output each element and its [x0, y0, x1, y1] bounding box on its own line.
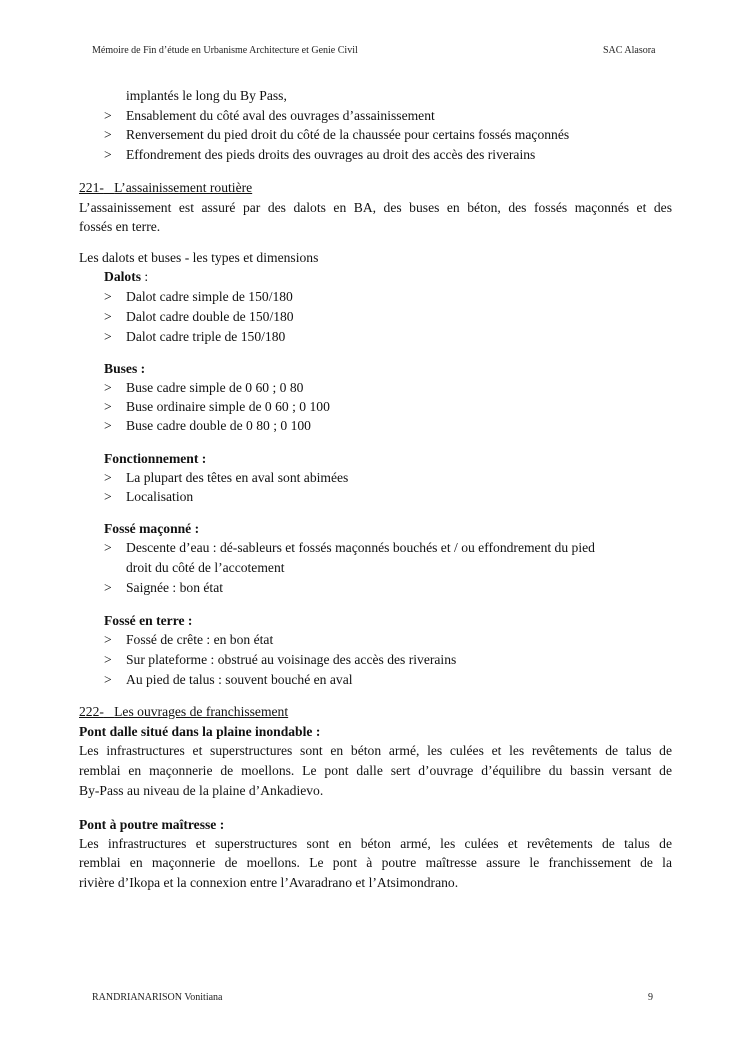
- dalots-colon: :: [141, 269, 149, 284]
- bullet-marker: >: [104, 632, 112, 647]
- paragraph-line: L’assainissement est assuré par des dalots en BA, des buses en béton, des fossés maçonnés et des: [79, 200, 672, 215]
- bullet-marker: >: [104, 418, 112, 433]
- bullet-marker: >: [104, 309, 112, 324]
- list-item: Descente d’eau : dé-sableurs et fossés maçonnés bouchés et / ou effondrement du pied: [126, 540, 595, 555]
- list-item: Saignée : bon état: [126, 580, 224, 595]
- section-number: 222-: [79, 704, 104, 719]
- section-222-heading: [79, 703, 288, 721]
- list-item: Ensablement du côté aval des ouvrages d’assainissement: [126, 108, 435, 123]
- paragraph-line: Les infrastructures et superstructures sont en béton armé, les culées et les revêtements de talus de: [79, 743, 672, 758]
- paragraph-line: remblai en maçonnerie de moellons. Le pont à poutre maîtresse assure le franchissement de la: [79, 855, 672, 870]
- list-item: Au pied de talus : souvent bouché en aval: [126, 672, 353, 687]
- list-item: La plupart des têtes en aval sont abimées: [126, 470, 349, 485]
- pont-dalle-heading: Pont dalle situé dans la plaine inondable :: [79, 724, 321, 739]
- section-number: 221-: [79, 180, 104, 195]
- bullet-marker: >: [104, 540, 112, 555]
- list-item: Localisation: [126, 489, 194, 504]
- bullet-marker: >: [104, 489, 112, 504]
- bullet-marker: >: [104, 399, 112, 414]
- types-title: Les dalots et buses - les types et dimensions: [79, 250, 319, 265]
- dalots-title: Dalots: [104, 269, 142, 284]
- bullet-marker: >: [104, 127, 112, 142]
- fosse-maconne-heading: Fossé maçonné :: [104, 521, 200, 536]
- section-title: Les ouvrages de franchissement: [114, 704, 289, 719]
- header-title: Mémoire de Fin d’étude en Urbanisme Architecture et Genie Civil: [92, 45, 358, 56]
- bullet-marker: >: [104, 108, 112, 123]
- paragraph-line: By-Pass au niveau de la plaine d’Ankadievo.: [79, 783, 324, 798]
- list-item: Dalot cadre simple de 150/180: [126, 289, 293, 304]
- list-item: Buse cadre simple de 0 60 ; 0 80: [126, 380, 304, 395]
- dalots-heading: [104, 268, 148, 286]
- pont-poutre-heading: Pont à poutre maîtresse :: [79, 817, 225, 832]
- list-item: Sur plateforme : obstrué au voisinage des accès des riverains: [126, 652, 457, 667]
- list-item-continuation: droit du côté de l’accotement: [126, 560, 285, 575]
- bullet-marker: >: [104, 380, 112, 395]
- bullet-marker: >: [104, 652, 112, 667]
- bullet-marker: >: [104, 470, 112, 485]
- bullet-marker: >: [104, 147, 112, 162]
- fonctionnement-heading: Fonctionnement :: [104, 451, 207, 466]
- bullet-marker: >: [104, 580, 112, 595]
- list-item: Effondrement des pieds droits des ouvrages au droit des accès des riverains: [126, 147, 536, 162]
- paragraph-line: Les infrastructures et superstructures sont en béton armé, les culées et revêtements de talus de: [79, 836, 672, 851]
- list-continuation: implantés le long du By Pass,: [126, 88, 287, 103]
- buses-heading: Buses :: [104, 361, 146, 376]
- paragraph-line: fossés en terre.: [79, 219, 161, 234]
- footer-author: RANDRIANARISON Vonitiana: [92, 992, 223, 1003]
- list-item: Fossé de crête : en bon état: [126, 632, 274, 647]
- bullet-marker: >: [104, 329, 112, 344]
- list-item: Buse cadre double de 0 80 ; 0 100: [126, 418, 311, 433]
- header-org: SAC Alasora: [603, 45, 656, 56]
- list-item: Dalot cadre double de 150/180: [126, 309, 294, 324]
- paragraph-line: rivière d’Ikopa et la connexion entre l’Avaradrano et l’Atsimondrano.: [79, 875, 459, 890]
- section-title: L’assainissement routière: [114, 180, 253, 195]
- list-item: Buse ordinaire simple de 0 60 ; 0 100: [126, 399, 330, 414]
- page-number: 9: [648, 992, 653, 1003]
- bullet-marker: >: [104, 672, 112, 687]
- bullet-marker: >: [104, 289, 112, 304]
- paragraph-line: remblai en maçonnerie de moellons. Le pont dalle sert d’ouvrage d’équilibre du bassin versant de: [79, 763, 672, 778]
- section-221-heading: [79, 179, 252, 197]
- fosse-terre-heading: Fossé en terre :: [104, 613, 193, 628]
- list-item: Renversement du pied droit du côté de la chaussée pour certains fossés maçonnés: [126, 127, 570, 142]
- list-item: Dalot cadre triple de 150/180: [126, 329, 286, 344]
